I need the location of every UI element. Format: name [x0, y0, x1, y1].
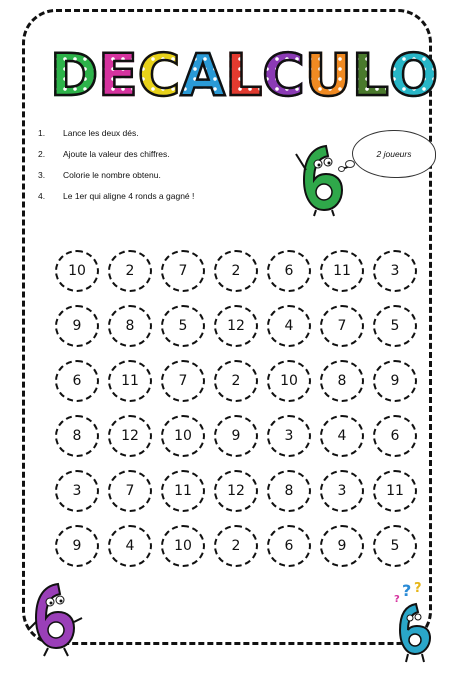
number-circle[interactable]: 10	[55, 250, 99, 292]
number-circle[interactable]: 7	[108, 470, 152, 512]
number-circle[interactable]: 8	[108, 305, 152, 347]
number-circle[interactable]: 6	[55, 360, 99, 402]
grid-row	[55, 525, 427, 567]
number-circle[interactable]: 11	[320, 250, 364, 292]
title-letter: D	[50, 41, 99, 109]
number-circle[interactable]: 5	[373, 525, 417, 567]
title-letter: L	[225, 41, 263, 109]
number-circle[interactable]: 12	[214, 305, 258, 347]
rules-list	[38, 128, 308, 212]
number-circle[interactable]: 8	[55, 415, 99, 457]
number-circle[interactable]: 10	[161, 525, 205, 567]
number-circle[interactable]: 4	[320, 415, 364, 457]
number-circle[interactable]: 9	[214, 415, 258, 457]
rule-number: 4.	[38, 191, 46, 201]
number-circle[interactable]: 2	[108, 250, 152, 292]
number-circle[interactable]: 3	[267, 415, 311, 457]
number-circle[interactable]: 6	[267, 250, 311, 292]
grid-row	[55, 415, 427, 457]
title-letter: L	[351, 41, 389, 109]
number-circle[interactable]: 3	[373, 250, 417, 292]
number-circle[interactable]: 3	[320, 470, 364, 512]
number-circle[interactable]: 2	[214, 360, 258, 402]
six-mascot-top	[292, 140, 354, 218]
number-circle[interactable]: 5	[161, 305, 205, 347]
rule-item	[38, 149, 308, 170]
bubble-tail	[345, 160, 355, 168]
rule-text: Le 1er qui aligne 4 ronds a gagné !	[63, 191, 195, 201]
bubble-tail	[338, 166, 345, 172]
number-circle[interactable]: 7	[161, 360, 205, 402]
rule-item	[38, 128, 308, 149]
number-circle[interactable]: 12	[214, 470, 258, 512]
six-mascot-bottom-right	[388, 580, 440, 664]
title-letter: U	[304, 41, 352, 109]
number-circle[interactable]: 2	[214, 525, 258, 567]
number-circle[interactable]: 4	[108, 525, 152, 567]
rule-text: Colorie le nombre obtenu.	[63, 170, 161, 180]
number-circle[interactable]: 9	[55, 305, 99, 347]
number-circle[interactable]: 9	[320, 525, 364, 567]
rule-item	[38, 170, 308, 191]
number-circle[interactable]: 11	[161, 470, 205, 512]
rule-item	[38, 191, 308, 212]
grid-row	[55, 250, 427, 292]
grid-row	[55, 470, 427, 512]
title-decalculo	[50, 40, 439, 110]
number-circle[interactable]: 3	[55, 470, 99, 512]
number-circle[interactable]: 7	[320, 305, 364, 347]
grid-row	[55, 305, 427, 347]
number-circle[interactable]: 9	[373, 360, 417, 402]
speech-bubble	[352, 130, 436, 178]
number-circle[interactable]: 8	[267, 470, 311, 512]
number-circle[interactable]: 2	[214, 250, 258, 292]
number-circle[interactable]: 4	[267, 305, 311, 347]
number-circle[interactable]: 6	[267, 525, 311, 567]
number-circle[interactable]: 5	[373, 305, 417, 347]
grid-row	[55, 360, 427, 402]
svg-text:?: ?	[394, 594, 400, 605]
rule-number: 1.	[38, 128, 46, 138]
number-circle[interactable]: 8	[320, 360, 364, 402]
number-grid	[55, 250, 427, 580]
number-circle[interactable]: 11	[108, 360, 152, 402]
number-circle[interactable]: 11	[373, 470, 417, 512]
six-mascot-bottom-left	[26, 578, 84, 658]
title-letter: E	[98, 41, 138, 109]
rule-number: 2.	[38, 149, 46, 159]
rule-text: Lance les deux dés.	[63, 128, 139, 138]
rule-text: Ajoute la valeur des chiffres.	[63, 149, 170, 159]
title-letter: A	[180, 41, 226, 109]
players-count: 2 joueurs	[376, 149, 412, 159]
title-letter: O	[388, 41, 439, 109]
number-circle[interactable]: 10	[161, 415, 205, 457]
title-letter: C	[137, 41, 181, 109]
number-circle[interactable]: 7	[161, 250, 205, 292]
title-letter: C	[262, 41, 305, 109]
number-circle[interactable]: 12	[108, 415, 152, 457]
svg-text:?: ?	[402, 581, 412, 600]
svg-text:?: ?	[414, 581, 422, 596]
number-circle[interactable]: 6	[373, 415, 417, 457]
rule-number: 3.	[38, 170, 46, 180]
number-circle[interactable]: 10	[267, 360, 311, 402]
number-circle[interactable]: 9	[55, 525, 99, 567]
